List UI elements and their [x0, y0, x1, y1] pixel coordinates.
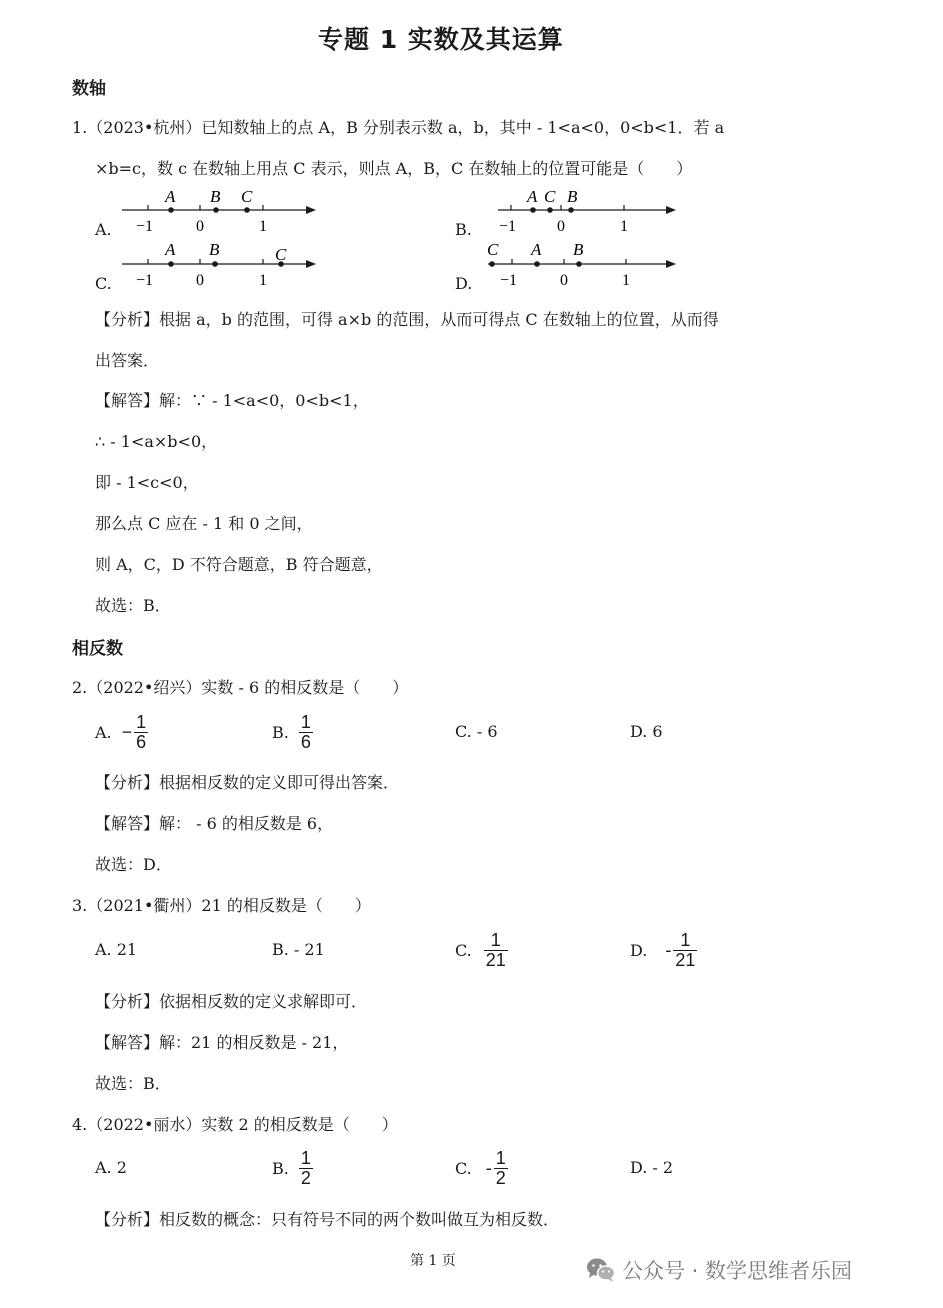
q2-option-c: C. - 6 — [455, 722, 498, 741]
q1-option-d-label: D. — [455, 274, 473, 293]
numerator: 1 — [495, 1147, 506, 1168]
denominator: 2 — [495, 1167, 506, 1188]
fraction — [299, 1149, 313, 1188]
numerator: 1 — [300, 711, 311, 732]
tick-label-neg1: −1 — [500, 272, 518, 289]
point-label: B — [567, 187, 578, 206]
q4-option-d: D. - 2 — [630, 1158, 674, 1177]
tick-label-0: 0 — [196, 272, 204, 289]
q3-option-b: B. - 21 — [272, 940, 325, 959]
q2-solution-line2: 故选：D． — [95, 855, 172, 874]
point-label: C — [544, 187, 556, 206]
fraction — [484, 931, 508, 970]
option-label: B. — [272, 722, 289, 742]
fraction — [299, 713, 313, 752]
denominator: 21 — [485, 949, 506, 970]
q2-analysis: 【分析】根据相反数的定义即可得出答案． — [95, 773, 400, 792]
watermark-text: 公众号 · 数学思维者乐园 — [622, 1259, 853, 1283]
q2-stem: 2.（2022•绍兴）实数 - 6 的相反数是（ ） — [72, 678, 409, 697]
q1-solution-line4: 那么点 C 应在 - 1 和 0 之间， — [95, 514, 313, 533]
q3-option-a: A. 21 — [95, 940, 138, 959]
q3-stem: 3.（2021•衢州）21 的相反数是（ ） — [72, 896, 371, 915]
tick-label-1: 1 — [620, 218, 628, 235]
q1-solution-line2: ∴ - 1<a×b<0， — [95, 432, 218, 451]
q2-solution-line1: 【解答】解： - 6 的相反数是 6， — [95, 814, 334, 833]
option-label: D. — [630, 940, 648, 960]
q2-option-b — [272, 710, 313, 754]
point-label: C — [487, 240, 499, 259]
point-label: B — [209, 240, 220, 259]
minus-sign: - — [485, 1157, 492, 1178]
point-label: B — [210, 187, 221, 206]
tick-label-1: 1 — [259, 218, 267, 235]
q1-numberline-c — [118, 238, 323, 290]
q2-option-a — [95, 710, 148, 754]
option-label: B. — [272, 1158, 289, 1178]
tick-label-0: 0 — [560, 272, 568, 289]
q1-numberline-d — [478, 238, 683, 290]
q1-analysis-line1: 【分析】根据 a，b 的范围，可得 a×b 的范围，从而可得点 C 在数轴上的位置，从而得 — [95, 310, 719, 329]
tick-label-0: 0 — [196, 218, 204, 235]
q1-numberline-a — [118, 184, 323, 236]
option-label: C. — [455, 1158, 472, 1178]
numerator: 1 — [136, 711, 147, 732]
section-heading-number-axis: 数轴 — [72, 79, 106, 99]
point-label: A — [531, 240, 542, 259]
option-label: C. — [455, 940, 472, 960]
fraction — [134, 713, 148, 752]
q1-option-a-label: A. — [95, 220, 112, 239]
q2-option-d: D. 6 — [630, 722, 663, 741]
fraction — [673, 931, 697, 970]
tick-label-0: 0 — [557, 218, 565, 235]
tick-label-neg1: −1 — [136, 218, 154, 235]
minus-sign: - — [665, 939, 672, 960]
numerator: 1 — [300, 1147, 311, 1168]
q1-option-b-label: B. — [455, 220, 472, 239]
tick-label-neg1: −1 — [136, 272, 154, 289]
section-heading-opposite-numbers: 相反数 — [72, 639, 123, 659]
numerator: 1 — [490, 929, 501, 950]
page-number: 第 1 页 — [410, 1253, 456, 1269]
q3-option-c — [455, 928, 508, 972]
q4-analysis: 【分析】相反数的概念：只有符号不同的两个数叫做互为相反数． — [95, 1210, 560, 1229]
minus-sign: − — [121, 721, 133, 742]
q3-option-d — [630, 928, 697, 972]
q4-option-c — [455, 1146, 508, 1190]
tick-label-neg1: −1 — [499, 218, 517, 235]
denominator: 6 — [136, 731, 147, 752]
denominator: 21 — [675, 949, 696, 970]
q3-solution-line2: 故选：B． — [95, 1074, 171, 1093]
q1-solution-line1: 【解答】解：∵ - 1<a<0，0<b<1， — [95, 391, 369, 410]
q3-analysis: 【分析】依据相反数的定义求解即可． — [95, 992, 368, 1011]
point-label: A — [165, 187, 176, 206]
q1-solution-line5: 则 A，C，D 不符合题意，B 符合题意， — [95, 555, 383, 574]
numerator: 1 — [680, 929, 691, 950]
denominator: 6 — [300, 731, 311, 752]
tick-label-1: 1 — [259, 272, 267, 289]
q1-numberline-b — [478, 184, 683, 236]
q4-option-a: A. 2 — [95, 1158, 127, 1177]
q1-solution-line3: 即 - 1<c<0， — [95, 473, 199, 492]
point-label: A — [527, 187, 538, 206]
q1-stem-line2: ×b=c，数 c 在数轴上用点 C 表示，则点 A，B，C 在数轴上的位置可能是（ ） — [95, 159, 693, 178]
point-label: A — [165, 240, 176, 259]
point-label: C — [241, 187, 253, 206]
q3-solution-line1: 【解答】解：21 的相反数是 - 21， — [95, 1033, 349, 1052]
q1-option-c-label: C. — [95, 274, 112, 293]
q1-analysis-line2: 出答案． — [95, 351, 160, 370]
page-title: 专题 1 实数及其运算 — [318, 25, 564, 54]
wechat-icon — [586, 1257, 616, 1283]
point-label: C — [275, 245, 287, 264]
q4-stem: 4.（2022•丽水）实数 2 的相反数是（ ） — [72, 1115, 398, 1134]
q1-solution-line6: 故选：B． — [95, 596, 171, 615]
fraction — [494, 1149, 508, 1188]
watermark — [586, 1255, 852, 1285]
tick-label-1: 1 — [622, 272, 630, 289]
point-label: B — [573, 240, 584, 259]
denominator: 2 — [300, 1167, 311, 1188]
option-label: A. — [95, 722, 112, 742]
q4-option-b — [272, 1146, 313, 1190]
q1-stem-line1: 1.（2023•杭州）已知数轴上的点 A，B 分别表示数 a，b，其中 - 1<a<0，0<b<1．若 a — [72, 118, 725, 137]
